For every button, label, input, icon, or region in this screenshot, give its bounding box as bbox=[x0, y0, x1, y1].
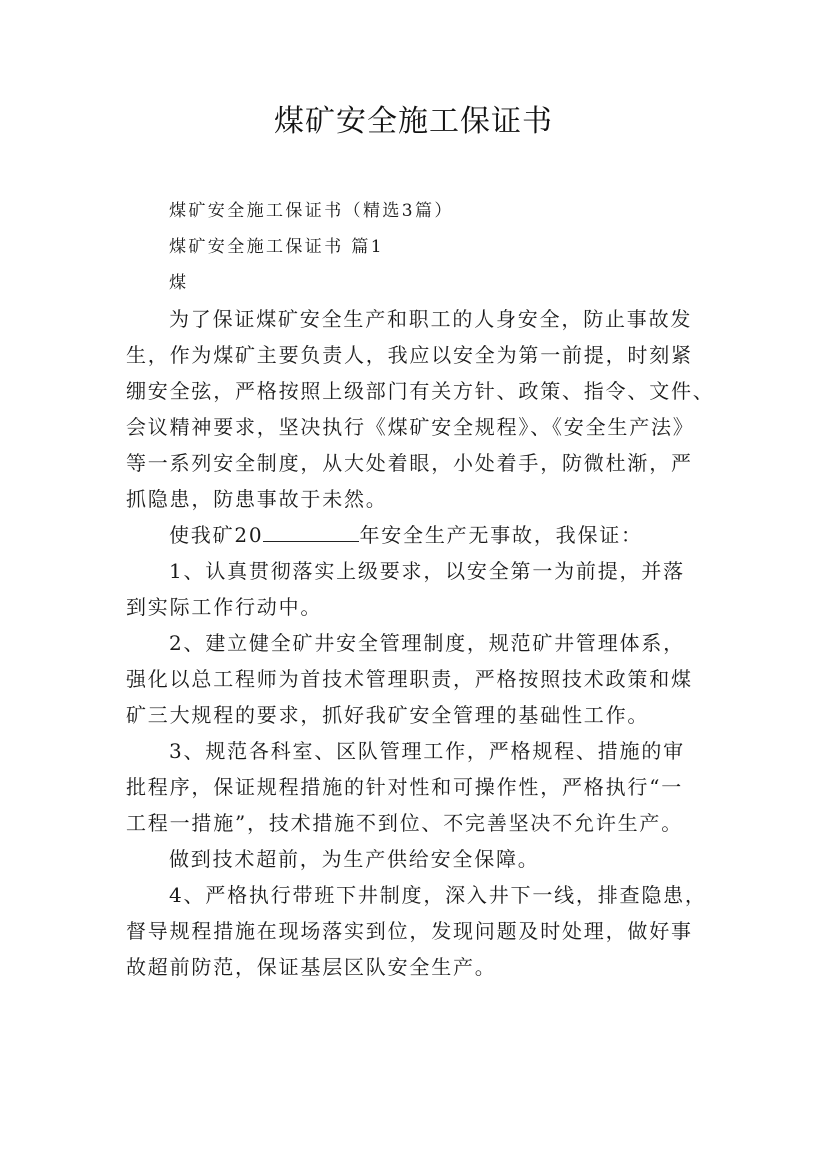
pledge-prefix: 使我矿20 bbox=[169, 523, 264, 547]
paragraph-line: 矿三大规程的要求，抓好我矿安全管理的基础性工作。 bbox=[126, 703, 650, 727]
paragraph-line: 故超前防范，保证基层区队安全生产。 bbox=[126, 955, 497, 979]
paragraph-line: 会议精神要求，坚决执行《煤矿安全规程》、《安全生产法》 bbox=[126, 415, 695, 439]
item-4 bbox=[126, 877, 716, 985]
paragraph-line: 督导规程措施在现场落实到位，发现问题及时处理，做好事 bbox=[126, 919, 693, 943]
paragraph-line: 到实际工作行动中。 bbox=[126, 595, 323, 619]
paragraph-line: 抓隐患，防患事故于未然。 bbox=[126, 487, 388, 511]
subtitle-selection: 煤矿安全施工保证书（精选3篇） bbox=[169, 201, 454, 221]
paragraph-line: 4、严格执行带班下井制度，深入井下一线，排查隐患， bbox=[169, 883, 707, 907]
subtitle-part: 煤矿安全施工保证书 篇1 bbox=[169, 237, 385, 257]
document-body bbox=[126, 193, 716, 985]
item-2 bbox=[126, 625, 716, 733]
heading-fragment: 煤 bbox=[169, 273, 189, 293]
pledge-suffix: 年安全生产无事故，我保证： bbox=[359, 523, 643, 547]
paragraph-line: 生，作为煤矿主要负责人，我应以安全为第一前提，时刻紧 bbox=[126, 343, 693, 367]
paragraph-line: 为了保证煤矿安全生产和职工的人身安全，防止事故发 bbox=[169, 307, 693, 331]
paragraph-line: 1、认真贯彻落实上级要求，以安全第一为前提，并落 bbox=[169, 559, 685, 583]
pledge-line bbox=[126, 517, 716, 553]
year-blank-underline bbox=[263, 519, 359, 542]
paragraph-line: 等一系列安全制度，从大处着眼，小处着手，防微杜渐，严 bbox=[126, 451, 693, 475]
item-1 bbox=[126, 553, 716, 625]
paragraph-line: 3、规范各科室、区队管理工作，严格规程、措施的审 bbox=[169, 739, 685, 763]
intro-paragraph bbox=[126, 301, 716, 517]
paragraph-line: 工程一措施”，技术措施不到位、不完善坚决不允许生产。 bbox=[126, 811, 684, 835]
paragraph-line: 2、建立健全矿井安全管理制度，规范矿井管理体系， bbox=[169, 631, 685, 655]
paragraph-line: 强化以总工程师为首技术管理职责，严格按照技术政策和煤 bbox=[126, 667, 693, 691]
item-3-followup: 做到技术超前，为生产供给安全保障。 bbox=[169, 847, 540, 871]
paragraph-line: 绷安全弦，严格按照上级部门有关方针、政策、指令、文件、 bbox=[126, 379, 715, 403]
paragraph-line: 批程序，保证规程措施的针对性和可操作性，严格执行“一 bbox=[126, 775, 684, 799]
item-3 bbox=[126, 733, 716, 841]
document-title: 煤矿安全施工保证书 bbox=[274, 104, 553, 139]
